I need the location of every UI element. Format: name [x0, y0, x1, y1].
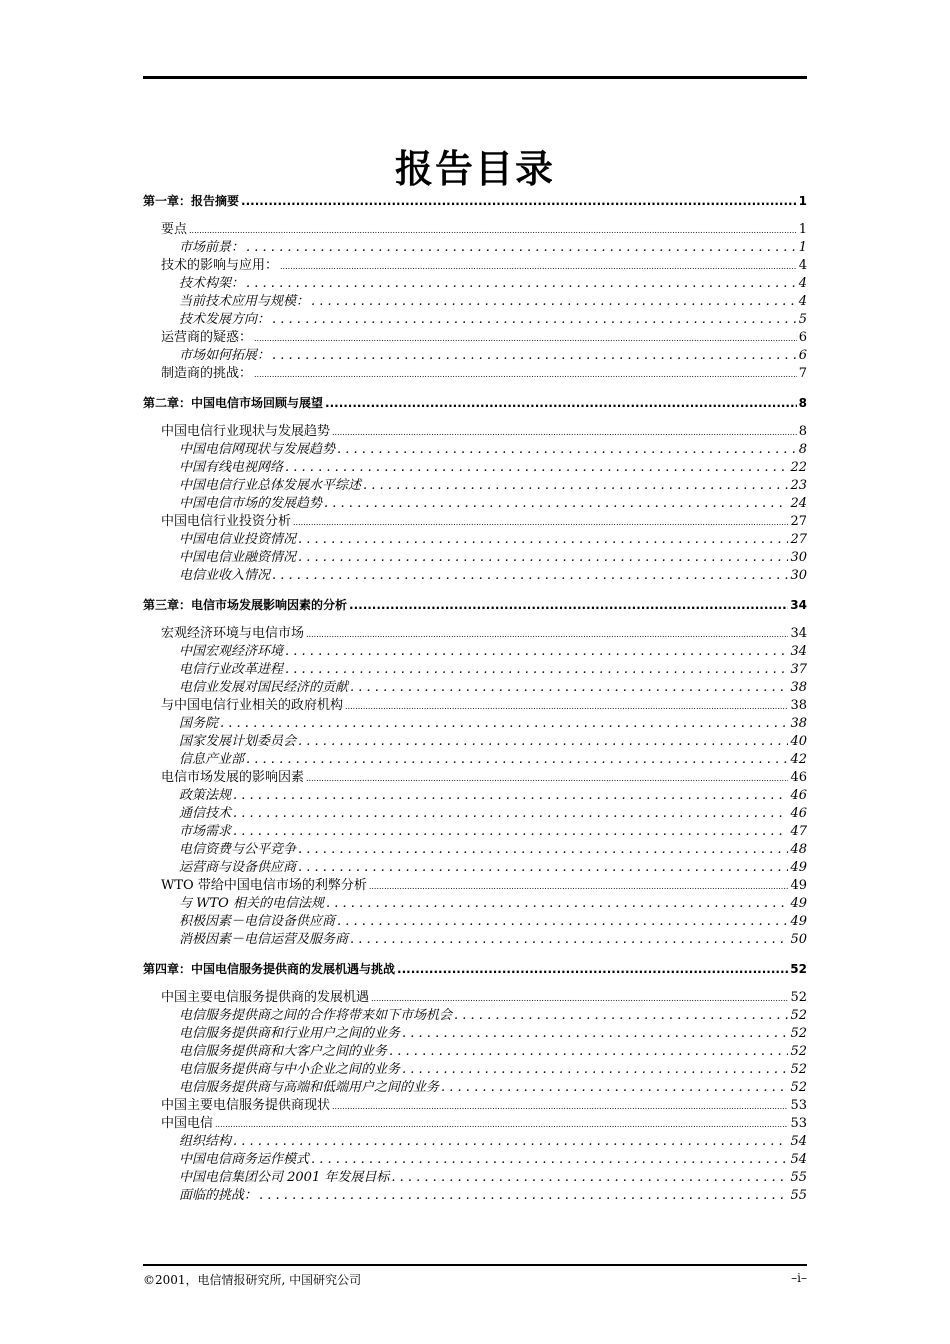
toc-section-entry[interactable]	[143, 257, 807, 275]
toc-section-entry[interactable]	[143, 1097, 807, 1115]
toc-section-entry[interactable]	[143, 513, 807, 531]
page-title: 报告目录	[394, 147, 555, 191]
toc-entry-page: 24	[790, 496, 807, 511]
toc-entry-label: 第二章：中国电信市场回顾与展望	[143, 396, 324, 410]
toc-entry-label: 消极因素－电信运营及服务商	[179, 932, 349, 947]
toc-entry-page: 4	[798, 294, 807, 309]
dot-leader	[246, 275, 797, 293]
toc-sub-entry[interactable]	[143, 459, 807, 477]
dot-leader	[349, 596, 788, 614]
dot-leader	[233, 805, 788, 823]
toc-entry-page: 38	[790, 680, 807, 695]
dot-leader	[391, 1169, 788, 1187]
toc-entry-page: 30	[790, 568, 807, 583]
toc-entry-page: 42	[790, 752, 807, 767]
dot-leader	[441, 1079, 788, 1097]
toc-entry-page: 55	[790, 1188, 807, 1203]
dot-leader	[259, 1187, 788, 1205]
dot-leader	[246, 751, 788, 769]
toc-spacer	[143, 210, 807, 221]
toc-entry-label: 电信服务提供商和大客户之间的业务	[179, 1044, 388, 1059]
dot-leader	[350, 679, 788, 697]
toc-entry-page: 23	[790, 478, 807, 493]
toc-entry-label: 电信服务提供商与中小企业之间的业务	[179, 1062, 401, 1077]
toc-entry-page: 4	[798, 276, 807, 291]
dot-leader	[337, 441, 797, 459]
toc-sub-entry[interactable]	[143, 661, 807, 679]
toc-entry-label: 中国电信行业总体发展水平综述	[179, 478, 362, 493]
toc-entry-page: 40	[790, 734, 807, 749]
toc-chapter-entry[interactable]	[143, 596, 807, 614]
dot-leader	[326, 895, 788, 913]
toc-entry-label: 市场需求	[179, 824, 232, 839]
footer-rule	[143, 1264, 807, 1266]
toc-entry-page: 8	[798, 396, 807, 410]
dot-leader	[280, 258, 797, 276]
table-of-contents	[143, 192, 807, 1205]
toc-spacer	[143, 585, 807, 596]
toc-entry-label: 中国宏观经济环境	[179, 644, 284, 659]
toc-entry-label: 技术构架：	[179, 276, 245, 291]
dot-leader	[254, 366, 797, 384]
toc-sub-entry[interactable]	[143, 895, 807, 913]
dot-leader	[337, 913, 788, 931]
dot-leader	[254, 330, 797, 348]
toc-sub-entry[interactable]	[143, 1061, 807, 1079]
toc-chapter-entry[interactable]	[143, 960, 807, 978]
dot-leader	[389, 1043, 788, 1061]
toc-entry-page: 49	[790, 896, 807, 911]
dot-leader	[402, 1061, 788, 1079]
dot-leader	[402, 1025, 788, 1043]
toc-entry-page: 55	[790, 1170, 807, 1185]
dot-leader	[246, 239, 797, 257]
toc-entry-label: 与 WTO 相关的电信法规	[179, 896, 324, 911]
toc-sub-entry[interactable]	[143, 1025, 807, 1043]
toc-entry-label: 中国电信市场的发展趋势	[179, 496, 323, 511]
dot-leader	[298, 531, 788, 549]
dot-leader	[272, 311, 797, 329]
toc-entry-label: 中国电信集团公司 2001 年发展目标	[179, 1170, 390, 1185]
toc-section-entry[interactable]	[143, 989, 807, 1007]
toc-spacer	[143, 978, 807, 989]
toc-entry-page: 6	[798, 330, 807, 345]
dot-leader	[306, 626, 788, 644]
toc-entry-label: 技术的影响与应用：	[161, 258, 279, 273]
toc-entry-label: 第一章：报告摘要	[143, 194, 240, 208]
toc-entry-label: 中国主要电信服务提供商的发展机遇	[161, 990, 370, 1005]
toc-section-entry[interactable]	[143, 625, 807, 643]
toc-entry-label: 面临的挑战：	[179, 1188, 258, 1203]
dot-leader	[233, 787, 788, 805]
toc-chapter-entry[interactable]	[143, 394, 807, 412]
toc-sub-entry[interactable]	[143, 1079, 807, 1097]
toc-sub-entry[interactable]	[143, 643, 807, 661]
dot-leader	[285, 643, 788, 661]
dot-leader	[298, 733, 788, 751]
toc-entry-label: 市场如何拓展：	[179, 348, 271, 363]
toc-sub-entry[interactable]	[143, 567, 807, 585]
dot-leader	[233, 1133, 788, 1151]
toc-entry-label: 电信市场发展的影响因素	[161, 770, 305, 785]
toc-sub-entry[interactable]	[143, 1187, 807, 1205]
dot-leader	[298, 549, 788, 567]
toc-entry-label: 与中国电信行业相关的政府机构	[161, 698, 344, 713]
toc-entry-label: 信息产业部	[179, 752, 245, 767]
toc-entry-label: 宏观经济环境与电信市场	[161, 626, 305, 641]
toc-entry-label: 第四章：中国电信服务提供商的发展机遇与挑战	[143, 962, 396, 976]
toc-sub-entry[interactable]	[143, 1007, 807, 1025]
toc-sub-entry[interactable]	[143, 549, 807, 567]
toc-entry-label: 技术发展方向：	[179, 312, 271, 327]
toc-entry-label: 中国主要电信服务提供商现状	[161, 1098, 331, 1113]
toc-sub-entry[interactable]	[143, 275, 807, 293]
toc-entry-page: 46	[790, 788, 807, 803]
toc-entry-page: 30	[790, 550, 807, 565]
toc-sub-entry[interactable]	[143, 1151, 807, 1169]
dot-leader	[215, 1116, 788, 1134]
toc-entry-label: 通信技术	[179, 806, 232, 821]
toc-section-entry[interactable]	[143, 329, 807, 347]
toc-entry-label: 中国电信业投资情况	[179, 532, 297, 547]
toc-sub-entry[interactable]	[143, 751, 807, 769]
toc-entry-page: 27	[790, 532, 807, 547]
toc-entry-page: 37	[790, 662, 807, 677]
toc-entry-label: 电信服务提供商之间的合作将带来如下市场机会	[179, 1008, 453, 1023]
toc-entry-page: 49	[790, 860, 807, 875]
toc-entry-page: 34	[790, 644, 807, 659]
footer-copyright: ©2001，电信情报研究所, 中国研究公司	[143, 1273, 362, 1287]
toc-sub-entry[interactable]	[143, 311, 807, 329]
dot-leader	[325, 394, 797, 412]
toc-entry-page: 6	[798, 348, 807, 363]
dot-leader	[189, 222, 797, 240]
toc-entry-label: 中国电信网现状与发展趋势	[179, 442, 336, 457]
dot-leader	[311, 293, 797, 311]
dot-leader	[220, 715, 788, 733]
toc-sub-entry[interactable]	[143, 733, 807, 751]
dot-leader	[363, 477, 788, 495]
toc-entry-page: 54	[790, 1134, 807, 1149]
dot-leader	[454, 1007, 788, 1025]
toc-sub-entry[interactable]	[143, 293, 807, 311]
toc-entry-page: 46	[790, 770, 807, 785]
dot-leader	[397, 960, 788, 978]
toc-entry-page: 8	[798, 424, 807, 439]
dot-leader	[285, 661, 788, 679]
toc-entry-label: 电信资费与公平竞争	[179, 842, 297, 857]
toc-entry-label: 组织结构	[179, 1134, 232, 1149]
toc-sub-entry[interactable]	[143, 823, 807, 841]
dot-leader	[324, 495, 788, 513]
toc-section-entry[interactable]	[143, 1115, 807, 1133]
toc-sub-entry[interactable]	[143, 347, 807, 365]
toc-sub-entry[interactable]	[143, 1133, 807, 1151]
toc-entry-page: 52	[790, 1044, 807, 1059]
toc-section-entry[interactable]	[143, 697, 807, 715]
toc-sub-entry[interactable]	[143, 931, 807, 949]
footer-page-number: –i–	[791, 1271, 807, 1285]
toc-entry-page: 4	[798, 258, 807, 273]
toc-entry-page: 1	[798, 240, 807, 255]
toc-spacer	[143, 949, 807, 960]
dot-leader	[306, 770, 788, 788]
toc-spacer	[143, 412, 807, 423]
toc-entry-page: 52	[790, 1026, 807, 1041]
toc-entry-page: 54	[790, 1152, 807, 1167]
toc-sub-entry[interactable]	[143, 859, 807, 877]
toc-section-entry[interactable]	[143, 877, 807, 895]
toc-entry-page: 52	[790, 1008, 807, 1023]
toc-entry-page: 38	[790, 716, 807, 731]
toc-entry-page: 48	[790, 842, 807, 857]
dot-leader	[298, 859, 788, 877]
toc-spacer	[143, 383, 807, 394]
toc-sub-entry[interactable]	[143, 715, 807, 733]
toc-entry-label: 中国电信业融资情况	[179, 550, 297, 565]
dot-leader	[272, 347, 797, 365]
toc-entry-page: 52	[790, 1062, 807, 1077]
toc-entry-label: 电信业发展对国民经济的贡献	[179, 680, 349, 695]
toc-sub-entry[interactable]	[143, 805, 807, 823]
toc-entry-label: 中国电信行业投资分析	[161, 514, 292, 529]
toc-entry-label: 运营商的疑惑：	[161, 330, 253, 345]
dot-leader	[285, 459, 788, 477]
toc-entry-label: WTO 带给中国电信市场的利弊分析	[161, 878, 367, 893]
toc-sub-entry[interactable]	[143, 531, 807, 549]
toc-entry-label: 电信服务提供商和行业用户之间的业务	[179, 1026, 401, 1041]
toc-entry-page: 22	[790, 460, 807, 475]
toc-entry-page: 49	[790, 914, 807, 929]
toc-entry-page: 8	[798, 442, 807, 457]
toc-entry-label: 市场前景：	[179, 240, 245, 255]
toc-entry-page: 52	[790, 962, 807, 976]
toc-entry-page: 52	[790, 990, 807, 1005]
toc-entry-label: 政策法规	[179, 788, 232, 803]
toc-entry-page: 34	[790, 598, 807, 612]
dot-leader	[298, 841, 788, 859]
toc-sub-entry[interactable]	[143, 1043, 807, 1061]
toc-entry-page: 53	[790, 1098, 807, 1113]
toc-entry-label: 当前技术应用与规模：	[179, 294, 310, 309]
toc-entry-label: 国家发展计划委员会	[179, 734, 297, 749]
dot-leader	[332, 1098, 788, 1116]
toc-section-entry[interactable]	[143, 769, 807, 787]
toc-entry-label: 电信行业改革进程	[179, 662, 284, 677]
toc-section-entry[interactable]	[143, 365, 807, 383]
toc-entry-label: 中国有线电视网络	[179, 460, 284, 475]
toc-entry-label: 电信服务提供商与高端和低端用户之间的业务	[179, 1080, 440, 1095]
toc-entry-page: 47	[790, 824, 807, 839]
toc-entry-page: 46	[790, 806, 807, 821]
toc-entry-label: 第三章：电信市场发展影响因素的分析	[143, 598, 348, 612]
toc-sub-entry[interactable]	[143, 441, 807, 459]
toc-entry-page: 53	[790, 1116, 807, 1131]
toc-entry-page: 5	[798, 312, 807, 327]
dot-leader	[350, 931, 788, 949]
dot-leader	[241, 192, 797, 210]
toc-entry-page: 7	[798, 366, 807, 381]
dot-leader	[233, 823, 788, 841]
toc-entry-label: 中国电信商务运作模式	[179, 1152, 310, 1167]
toc-section-entry[interactable]	[143, 221, 807, 239]
header-rule	[143, 76, 807, 79]
toc-entry-page: 49	[790, 878, 807, 893]
toc-sub-entry[interactable]	[143, 913, 807, 931]
toc-entry-page: 27	[790, 514, 807, 529]
toc-entry-label: 中国电信行业现状与发展趋势	[161, 424, 331, 439]
dot-leader	[311, 1151, 788, 1169]
toc-sub-entry[interactable]	[143, 239, 807, 257]
toc-sub-entry[interactable]	[143, 1169, 807, 1187]
toc-entry-page: 38	[790, 698, 807, 713]
toc-sub-entry[interactable]	[143, 477, 807, 495]
dot-leader	[345, 698, 788, 716]
toc-spacer	[143, 614, 807, 625]
toc-entry-label: 国务院	[179, 716, 219, 731]
toc-sub-entry[interactable]	[143, 841, 807, 859]
toc-entry-label: 运营商与设备供应商	[179, 860, 297, 875]
dot-leader	[272, 567, 788, 585]
toc-entry-page: 52	[790, 1080, 807, 1095]
toc-entry-page: 1	[798, 194, 807, 208]
toc-entry-label: 中国电信	[161, 1116, 214, 1131]
toc-chapter-entry[interactable]	[143, 192, 807, 210]
toc-entry-page: 1	[798, 222, 807, 237]
toc-entry-label: 制造商的挑战：	[161, 366, 253, 381]
toc-sub-entry[interactable]	[143, 495, 807, 513]
toc-sub-entry[interactable]	[143, 679, 807, 697]
toc-entry-page: 50	[790, 932, 807, 947]
dot-leader	[332, 424, 797, 442]
toc-section-entry[interactable]	[143, 423, 807, 441]
toc-entry-page: 34	[790, 626, 807, 641]
dot-leader	[293, 514, 788, 532]
dot-leader	[369, 878, 789, 896]
toc-sub-entry[interactable]	[143, 787, 807, 805]
toc-entry-label: 积极因素－电信设备供应商	[179, 914, 336, 929]
toc-entry-label: 电信业收入情况	[179, 568, 271, 583]
dot-leader	[371, 990, 788, 1008]
toc-entry-label: 要点	[161, 222, 188, 237]
